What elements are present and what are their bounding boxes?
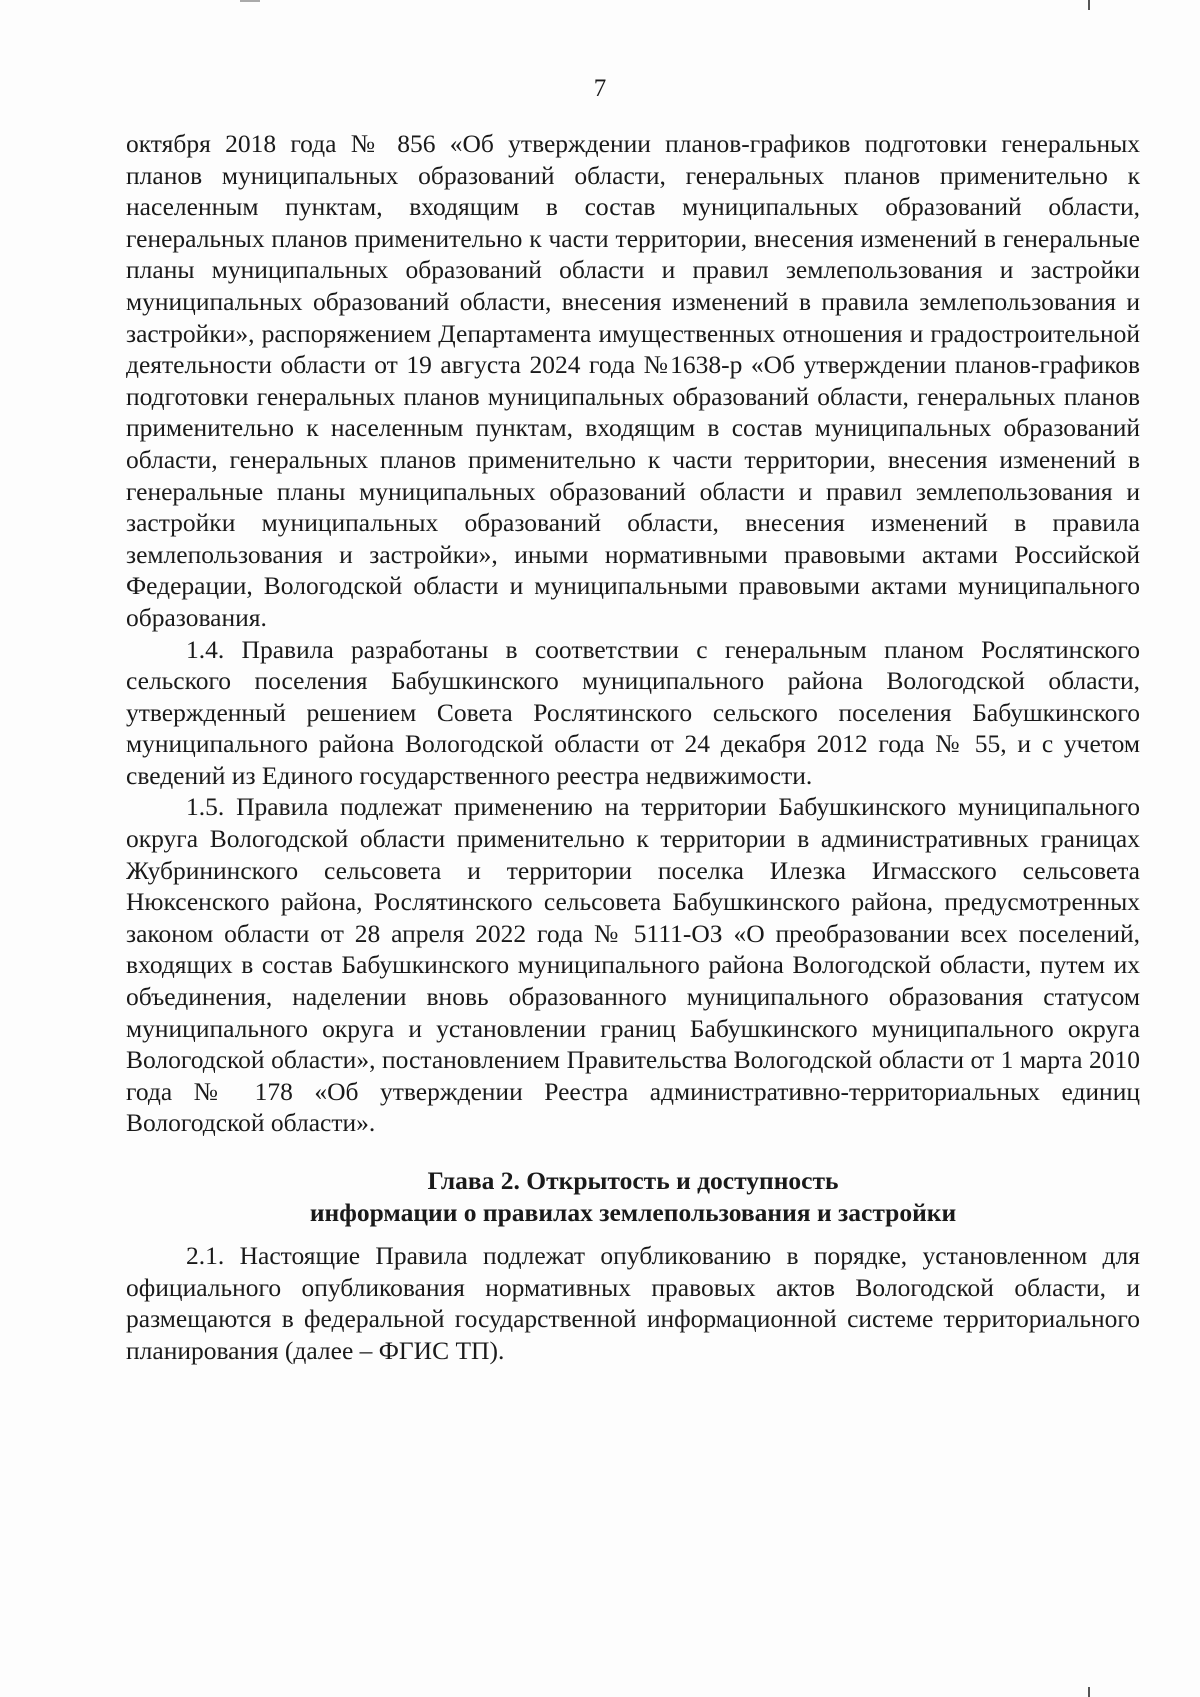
scan-artifact: [1088, 1687, 1090, 1697]
document-body: [126, 128, 1140, 1367]
chapter-title-line-1: Глава 2. Открытость и доступность: [427, 1166, 839, 1195]
chapter-title-line-2: информации о правилах землепользования и застройки: [309, 1197, 957, 1227]
scan-artifact: [1088, 0, 1090, 10]
paragraph-continuation: октября 2018 года № 856 «Об утверждении планов-графиков подготовки генеральных планов муниципальных образований области, генеральных планов применительно к населенным пунктам, входящим в состав муниципальных образований области, генеральных планов применительно к части территории, внесения изменений в генеральные планы муниципальных образований области и правил землепользования и застройки муниципальных образований области, внесения изменений в правила землепользования и застройки», распоряжением Департамента имущественных отношения и градостроительной деятельности области от 19 августа 2024 года №1638-р «Об утверждении планов-графиков подготовки генеральных планов муниципальных образований области, генеральных планов применительно к населенным пунктам, входящим в состав муниципальных образований области, генеральных планов применительно к части территории, внесения изменений в генеральные планы муниципальных образований области и правил землепользования и застройки муниципальных образований области, внесения изменений в правила землепользования и застройки», иными нормативными правовыми актами Российской Федерации, Вологодской области и муниципальными правовыми актами муниципального образования.: [126, 129, 1140, 632]
scan-artifact: [240, 0, 260, 2]
chapter-heading: [126, 1165, 1140, 1228]
paragraph-1-5: 1.5. Правила подлежат применению на территории Бабушкинского муниципального округа Вологодской области применительно к территории в административных границах Жубрининского сельсовета и территории поселка Илезка Игмасского сельсовета Нюксенского района, Рослятинского сельсовета Бабушкинского района, предусмотренных законом области от 28 апреля 2022 года № 5111-ОЗ «О преобразовании всех поселений, входящих в состав Бабушкинского муниципального района Вологодской области, путем их объединения, наделении вновь образованного муниципального образования статусом муниципального округа и установлении границ Бабушкинского муниципального округа Вологодской области», постановлением Правительства Вологодской области от 1 марта 2010 года № 178 «Об утверждении Реестра административно-территориальных единиц Вологодской области».: [126, 792, 1140, 1138]
paragraph-1-4: 1.4. Правила разработаны в соответствии с генеральным планом Рослятинского сельского поселения Бабушкинского муниципального района Вологодской области, утвержденный решением Совета Рослятинского сельского поселения Бабушкинского муниципального района Вологодской области от 24 декабря 2012 года № 55, и с учетом сведений из Единого государственного реестра недвижимости.: [126, 634, 1140, 790]
paragraph-2-1: 2.1. Настоящие Правила подлежат опубликованию в порядке, установленном для официального опубликования нормативных правовых актов Вологодской области, и размещаются в федеральной государственной информационной системе территориального планирования (далее – ФГИС ТП).: [126, 1241, 1140, 1365]
page-number: 7: [593, 75, 607, 102]
